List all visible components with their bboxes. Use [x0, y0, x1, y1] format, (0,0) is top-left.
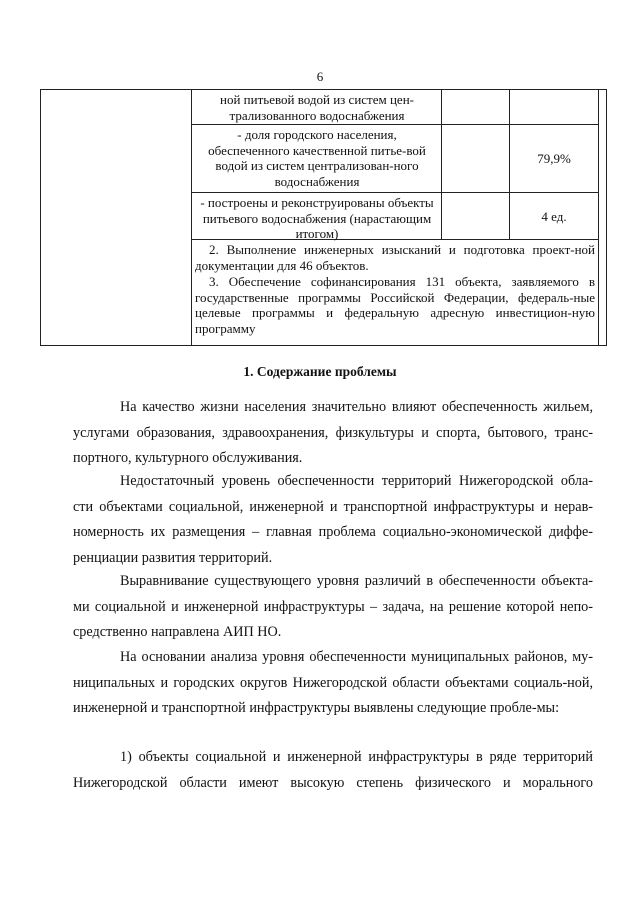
table-border-top [40, 89, 607, 90]
table-cell-indicator: - построены и реконструированы объекты питьевого водоснабжения (нарастающим итогом) [200, 195, 434, 241]
table-column-divider [441, 89, 442, 239]
table-border-right [606, 89, 607, 346]
paragraph: На основании анализа уровня обеспеченности муниципальных районов, му-ниципальных и городских округов Нижегородской области объектами социаль-ной, инженерной и транспортной инфраструктуры выявлены следующие пробле-мы: [73, 649, 593, 716]
table-column-divider [598, 89, 599, 346]
table-border-bottom [40, 345, 607, 346]
table-cell-value: 4 ед. [541, 209, 567, 224]
paragraph: Выравнивание существующего уровня различий в обеспеченности объекта-ми социальной и инженерной инфраструктуры – задача, на решение которой непо-средственно направлена АИП НО. [73, 573, 593, 640]
paragraph: На качество жизни населения значительно влияют обеспеченность жильем, услугами образования, здравоохранения, физкультуры и спорта, бытового, транс-портного, культурного обслуживания. [73, 399, 593, 466]
table-cell-indicator: ной питьевой водой из систем цен-трализованного водоснабжения [220, 92, 414, 123]
page-number: 6 [316, 69, 324, 84]
table-row-divider [191, 124, 598, 125]
indicators-table [40, 89, 607, 346]
table-column-divider [191, 89, 192, 346]
table-row-divider [191, 192, 598, 193]
paragraph: Недостаточный уровень обеспеченности территорий Нижегородской обла-сти объектами социальной, инженерной и транспортной инфраструктуры и нерав-номерность их размещения – главная проблема социально-экономической диффе-ренциации развития территорий. [73, 473, 593, 566]
table-cell-indicator: - доля городского населения, обеспеченного качественной питье-вой водой из систем централизован-ного водоснабжения [208, 127, 426, 189]
table-cell-value: 79,9% [537, 151, 571, 166]
table-border-left [40, 89, 41, 346]
section-title: 1. Содержание проблемы [243, 364, 397, 379]
table-note: 3. Обеспечение софинансирования 131 объекта, заявляемого в государственные программы Российской Федерации, федераль-ные целевые программы и федеральную адресную инвестицион-ную программу [195, 274, 595, 336]
table-note: 2. Выполнение инженерных изысканий и подготовка проект-ной документации для 46 объектов. [195, 242, 595, 273]
paragraph: 1) объекты социальной и инженерной инфраструктуры в ряде территорий Нижегородской области имеют высокую степень физического и морального [73, 749, 593, 791]
